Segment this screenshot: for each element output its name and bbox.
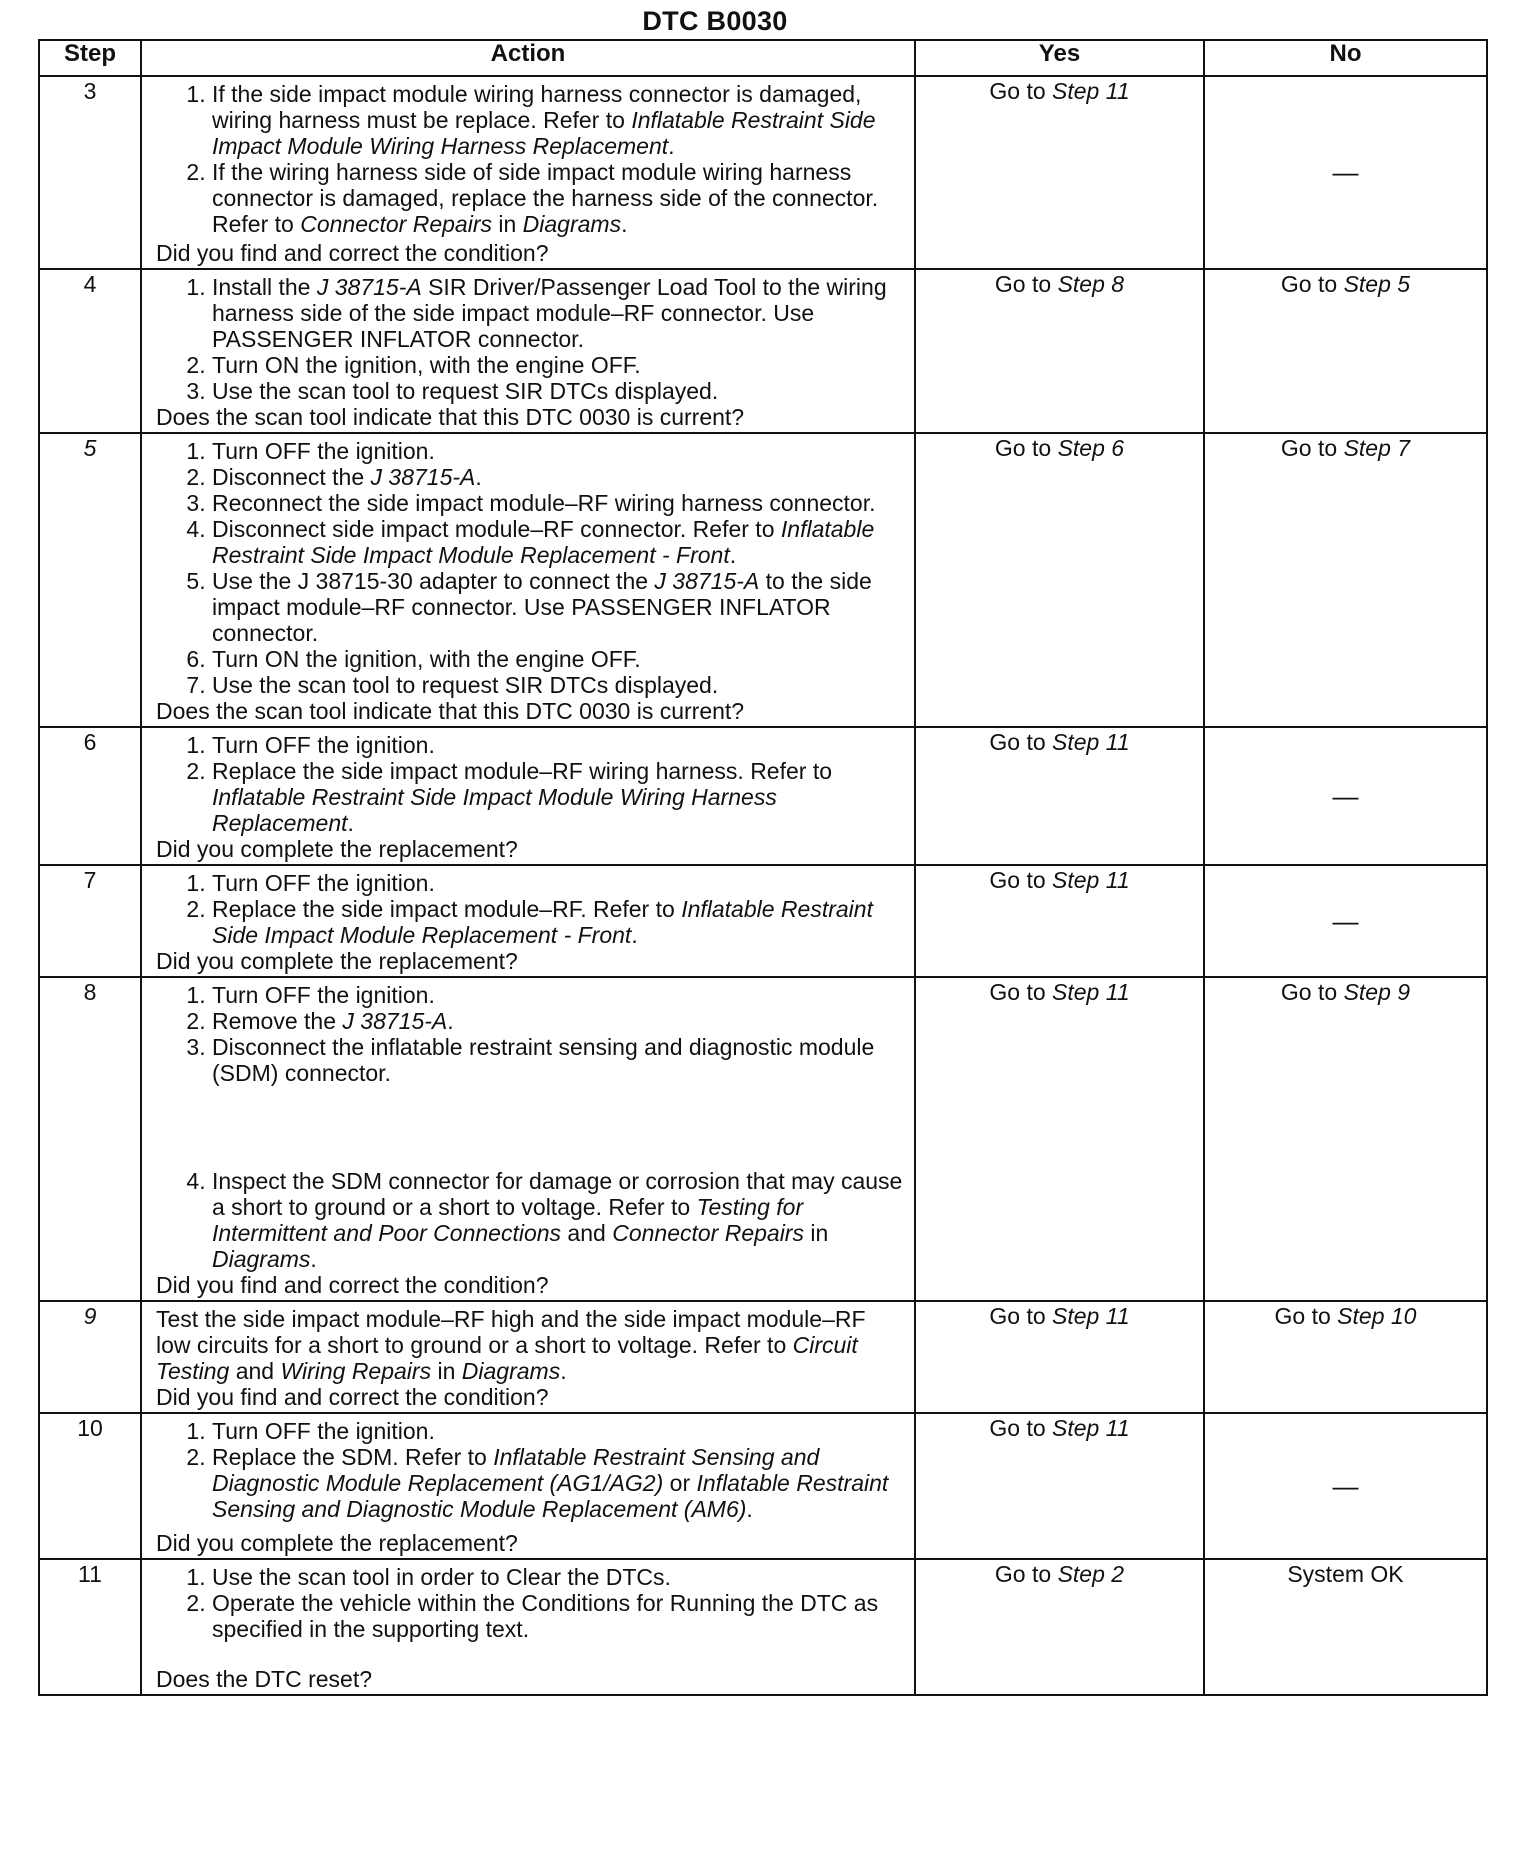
reference-link: Step 11 — [1052, 1303, 1130, 1329]
text-segment: Go to — [989, 78, 1053, 104]
text-segment: in — [431, 1358, 462, 1384]
yes-outcome — [915, 1559, 1204, 1695]
action-steps-list — [156, 982, 906, 1272]
step-number: 9 — [39, 1301, 141, 1413]
table-row — [39, 1413, 1487, 1559]
text-segment: Install the — [212, 274, 317, 300]
reference-link: Step 11 — [1052, 78, 1130, 104]
text-segment: Go to — [989, 729, 1053, 755]
text-segment: Go to — [1280, 979, 1344, 1005]
yes-outcome — [915, 1301, 1204, 1413]
text-segment: in — [803, 1220, 829, 1246]
reference-link: Step 11 — [1052, 867, 1130, 893]
table-row — [39, 269, 1487, 433]
action-step-item — [212, 1564, 906, 1590]
reference-link: Inflatable Restraint Side Impact Module Wiring Harness Replacement — [212, 784, 777, 836]
reference-link: J 38715-A — [654, 568, 760, 594]
text-segment: Go to — [989, 1303, 1053, 1329]
text-segment: to the side impact module–RF connector. Use PASSENGER INFLATOR connector. — [212, 568, 872, 646]
no-outcome — [1204, 1301, 1487, 1413]
action-step-item — [212, 81, 906, 159]
yes-outcome — [915, 977, 1204, 1301]
reference-link: Inflatable Restraint Sensing and Diagnostic Module Replacement (AM6) — [212, 1470, 889, 1522]
text-segment: Turn OFF the ignition. — [212, 732, 435, 758]
text-segment: Go to — [1280, 271, 1344, 297]
action-step-item — [212, 490, 906, 516]
no-outcome: — — [1204, 1413, 1487, 1559]
text-segment: Turn OFF the ignition. — [212, 438, 435, 464]
text-segment: Disconnect side impact module–RF connector. Refer to — [212, 516, 781, 542]
text-segment: Go to — [994, 435, 1058, 461]
yes-outcome — [915, 76, 1204, 269]
reference-link: Step 9 — [1343, 979, 1411, 1005]
text-segment: Operate the vehicle within the Conditions for Running the DTC as specified in the supporting text. — [212, 1590, 879, 1642]
action-steps-list — [156, 1564, 906, 1642]
text-segment: . — [729, 542, 737, 568]
action-step-item — [212, 438, 906, 464]
step-number: 4 — [39, 269, 141, 433]
reference-link: Diagrams — [212, 1246, 311, 1272]
step-number: 6 — [39, 727, 141, 865]
action-step-item — [212, 758, 906, 836]
reference-link: Inflatable Restraint Side Impact Module Replacement - Front — [212, 516, 875, 568]
step-number: 3 — [39, 76, 141, 269]
action-steps-list — [156, 274, 906, 404]
action-step-item — [212, 464, 906, 490]
text-segment: If the wiring harness side of side impact module wiring harness connector is damaged, replace the harness side of the connector. Refer to — [212, 159, 879, 237]
text-segment: Turn OFF the ignition. — [212, 982, 435, 1008]
text-segment: . — [746, 1496, 753, 1522]
text-segment: and — [229, 1358, 281, 1384]
action-cell — [141, 269, 915, 433]
yes-outcome — [915, 433, 1204, 727]
text-segment: Go to — [1274, 1303, 1338, 1329]
action-step-item — [212, 568, 906, 646]
reference-link: Connector Repairs — [612, 1220, 804, 1246]
action-cell — [141, 727, 915, 865]
reference-link: Inflatable Restraint Side Impact Module Replacement - Front — [212, 896, 873, 948]
action-cell — [141, 76, 915, 269]
reference-link: Step 8 — [1057, 271, 1125, 297]
reference-link: Step 11 — [1052, 729, 1130, 755]
text-segment: . — [621, 211, 628, 237]
action-question: Did you find and correct the condition? — [156, 240, 549, 266]
reference-link: Step 11 — [1052, 1415, 1130, 1441]
reference-link: J 38715-A — [316, 274, 422, 300]
action-question: Did you find and correct the condition? — [156, 1384, 549, 1410]
table-row — [39, 1301, 1487, 1413]
action-step-item — [212, 982, 906, 1008]
text-segment: Replace the side impact module–RF. Refer to — [212, 896, 682, 922]
action-step-item — [212, 1168, 906, 1272]
reference-link: Connector Repairs — [300, 211, 492, 237]
page-title: DTC B0030 — [642, 6, 788, 36]
text-segment: Go to — [994, 1561, 1058, 1587]
yes-outcome — [915, 269, 1204, 433]
text-segment: Turn ON the ignition, with the engine OFF. — [212, 646, 641, 672]
reference-link: Step 5 — [1343, 271, 1411, 297]
text-segment: Turn OFF the ignition. — [212, 1418, 435, 1444]
action-step-item — [212, 378, 906, 404]
text-segment: Go to — [1280, 435, 1344, 461]
yes-outcome — [915, 865, 1204, 977]
action-steps-list — [156, 1418, 906, 1522]
table-row — [39, 1559, 1487, 1695]
reference-link: Circuit Testing — [156, 1332, 858, 1384]
reference-link: Diagrams — [522, 211, 622, 237]
action-step-item — [212, 870, 906, 896]
action-step-item — [212, 896, 906, 948]
reference-link: Step 2 — [1057, 1561, 1125, 1587]
reference-link: Step 6 — [1057, 435, 1125, 461]
table-row — [39, 433, 1487, 727]
action-question: Does the scan tool indicate that this DTC 0030 is current? — [156, 404, 745, 430]
reference-link: Step 10 — [1337, 1303, 1417, 1329]
action-question: Does the DTC reset? — [156, 1666, 373, 1692]
no-outcome — [1204, 977, 1487, 1301]
action-cell — [141, 1559, 915, 1695]
reference-link: J 38715-A — [342, 1008, 448, 1034]
step-number: 5 — [39, 433, 141, 727]
action-question: Did you find and correct the condition? — [156, 1272, 549, 1298]
text-segment: . — [560, 1358, 567, 1384]
reference-link: Wiring Repairs — [280, 1358, 432, 1384]
header-step: Step — [39, 40, 141, 76]
text-segment: Turn ON the ignition, with the engine OFF. — [212, 352, 641, 378]
table-row — [39, 865, 1487, 977]
text-segment: or — [663, 1470, 697, 1496]
action-step-item — [212, 274, 906, 352]
text-segment: Disconnect the inflatable restraint sensing and diagnostic module (SDM) connector. — [212, 1034, 875, 1086]
reference-link: Diagrams — [461, 1358, 561, 1384]
text-segment: . — [631, 922, 638, 948]
table-row — [39, 977, 1487, 1301]
action-cell — [141, 1301, 915, 1413]
action-step-item — [212, 1418, 906, 1444]
reference-link: Testing for Intermittent and Poor Connections — [212, 1194, 804, 1246]
text-segment: Turn OFF the ignition. — [212, 870, 435, 896]
step-number: 10 — [39, 1413, 141, 1559]
action-steps-list — [156, 870, 906, 948]
text-segment: Test the side impact module–RF high and the side impact module–RF low circuits for a short to ground or a short to voltage. Refer to — [156, 1306, 866, 1358]
text-segment: Replace the SDM. Refer to — [212, 1444, 494, 1470]
text-segment: SIR Driver/Passenger Load Tool to the wiring harness side of the side impact module–RF connector. Use PASSENGER INFLATOR connector. — [212, 274, 887, 352]
step-number: 8 — [39, 977, 141, 1301]
text-segment: Use the scan tool to request SIR DTCs displayed. — [212, 672, 719, 698]
no-outcome: — — [1204, 727, 1487, 865]
action-step-item — [212, 159, 906, 237]
action-question: Does the scan tool indicate that this DTC 0030 is current? — [156, 698, 745, 724]
dtc-table — [38, 39, 1488, 1696]
reference-link: J 38715-A — [370, 464, 476, 490]
text-segment: Go to — [989, 979, 1053, 1005]
action-cell — [141, 865, 915, 977]
text-segment: . — [447, 1008, 454, 1034]
text-segment: Reconnect the side impact module–RF wiring harness connector. — [212, 490, 876, 516]
action-question: Did you complete the replacement? — [156, 836, 518, 862]
header-yes: Yes — [915, 40, 1204, 76]
action-steps-list — [156, 438, 906, 698]
text-segment: in — [491, 211, 523, 237]
action-step-item — [212, 732, 906, 758]
no-outcome: — — [1204, 76, 1487, 269]
action-step-item — [212, 352, 906, 378]
action-steps-list — [156, 81, 906, 237]
reference-link: Step 7 — [1343, 435, 1411, 461]
table-row — [39, 727, 1487, 865]
text-segment: Go to — [989, 1415, 1053, 1441]
no-outcome — [1204, 433, 1487, 727]
action-text — [156, 1306, 906, 1384]
text-segment: Use the J 38715-30 adapter to connect the — [212, 568, 655, 594]
text-segment: Inspect the SDM connector for damage or corrosion that may cause a short to ground or a short to voltage. Refer to — [212, 1168, 903, 1220]
action-step-item — [212, 646, 906, 672]
text-segment: . — [310, 1246, 317, 1272]
text-segment: Use the scan tool in order to Clear the DTCs. — [212, 1564, 671, 1590]
action-question: Did you complete the replacement? — [156, 1530, 518, 1556]
header-no: No — [1204, 40, 1487, 76]
text-segment: Use the scan tool to request SIR DTCs displayed. — [212, 378, 719, 404]
action-cell — [141, 977, 915, 1301]
action-cell — [141, 433, 915, 727]
table-row — [39, 76, 1487, 269]
step-number: 11 — [39, 1559, 141, 1695]
reference-link: Step 11 — [1052, 979, 1130, 1005]
text-segment: Replace the side impact module–RF wiring harness. Refer to — [212, 758, 833, 784]
action-step-item — [212, 1034, 906, 1086]
text-segment: . — [668, 133, 675, 159]
text-segment: . — [475, 464, 482, 490]
text-segment: If the side impact module wiring harness connector is damaged, wiring harness must be replace. Refer to — [212, 81, 862, 133]
action-cell — [141, 1413, 915, 1559]
reference-link: Inflatable Restraint Side Impact Module Wiring Harness Replacement — [212, 107, 876, 159]
no-outcome: — — [1204, 865, 1487, 977]
text-segment: Go to — [989, 867, 1053, 893]
action-step-item — [212, 1590, 906, 1642]
yes-outcome — [915, 727, 1204, 865]
text-segment: Disconnect the — [212, 464, 371, 490]
text-segment: . — [347, 810, 354, 836]
text-segment: and — [561, 1220, 613, 1246]
action-question: Did you complete the replacement? — [156, 948, 518, 974]
action-step-item — [212, 1444, 906, 1522]
yes-outcome — [915, 1413, 1204, 1559]
action-step-item — [212, 1008, 906, 1034]
step-number: 7 — [39, 865, 141, 977]
action-step-item — [212, 516, 906, 568]
header-action: Action — [141, 40, 915, 76]
text-segment: Go to — [994, 271, 1058, 297]
table-header-row — [39, 40, 1487, 76]
reference-link: Inflatable Restraint Sensing and Diagnostic Module Replacement (AG1/AG2) — [212, 1444, 820, 1496]
action-step-item — [212, 672, 906, 698]
text-segment: Remove the — [212, 1008, 343, 1034]
no-outcome — [1204, 269, 1487, 433]
no-outcome: System OK — [1204, 1559, 1487, 1695]
action-steps-list — [156, 732, 906, 836]
